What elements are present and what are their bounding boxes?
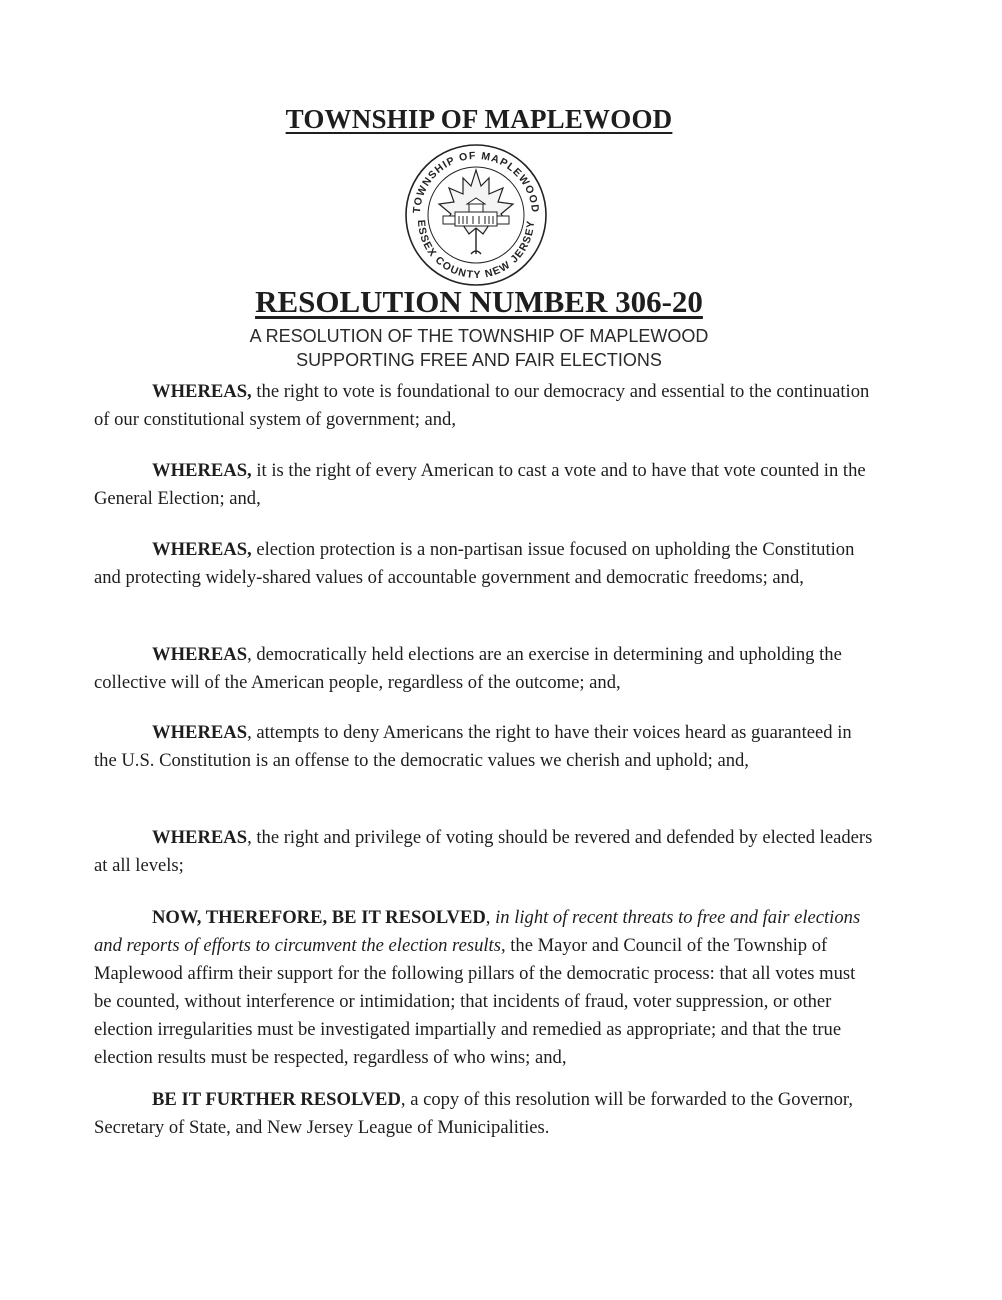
township-seal (403, 142, 549, 288)
whereas-paragraph-6 (94, 824, 876, 880)
further-resolved-paragraph (94, 1086, 876, 1142)
township-title: TOWNSHIP OF MAPLEWOOD (285, 104, 673, 134)
seal-top-text: TOWNSHIP OF MAPLEWOOD (410, 149, 542, 214)
resolved-italic-text: in light of recent threats to free and fair elections and reports of efforts to circumvent the election results (94, 907, 861, 956)
seal-graphic (403, 142, 549, 288)
whereas-paragraph-2 (94, 457, 876, 513)
resolved-paragraph (94, 904, 876, 1072)
paragraph-lead: WHEREAS (152, 644, 248, 665)
subtitle-line-2: SUPPORTING FREE AND FAIR ELECTIONS (296, 350, 662, 370)
paragraph-lead: WHEREAS, (152, 381, 252, 402)
resolved-comma: , (485, 907, 496, 928)
whereas-paragraph-5 (94, 719, 876, 775)
resolution-number: RESOLUTION NUMBER 306-20 (255, 284, 703, 319)
resolved-lead: NOW, THEREFORE, BE IT RESOLVED (152, 907, 486, 928)
paragraph-text: it is the right of every American to cast a vote and to have that vote counted in the General Election; and, (94, 460, 866, 509)
paragraph-text: , attempts to deny Americans the right to have their voices heard as guaranteed in the U.S. Constitution is an offense to the democratic values we cherish and uphold; and, (94, 722, 852, 771)
further-lead: BE IT FURTHER RESOLVED (152, 1089, 401, 1110)
whereas-paragraph-4 (94, 641, 876, 697)
paragraph-text: , democratically held elections are an exercise in determining and upholding the collective will of the American people, regardless of the outcome; and, (94, 644, 842, 693)
paragraph-lead: WHEREAS, (152, 460, 252, 481)
whereas-paragraph-1 (94, 378, 876, 434)
paragraph-lead: WHEREAS (152, 827, 248, 848)
whereas-paragraph-3 (94, 536, 876, 592)
paragraph-text: , the right and privilege of voting should be revered and defended by elected leaders at all levels; (94, 827, 873, 876)
paragraph-text: the right to vote is foundational to our democracy and essential to the continuation of our constitutional system of government; and, (94, 381, 870, 430)
paragraph-lead: WHEREAS, (152, 539, 252, 560)
further-text: , a copy of this resolution will be forwarded to the Governor, Secretary of State, and New Jersey League of Municipalities. (94, 1089, 853, 1138)
subtitle-line-1: A RESOLUTION OF THE TOWNSHIP OF MAPLEWOOD (249, 326, 709, 346)
paragraph-lead: WHEREAS (152, 722, 248, 743)
resolution-subtitle (0, 324, 958, 372)
resolved-text: , the Mayor and Council of the Township of Maplewood affirm their support for the following pillars of the democratic process: that all votes must be counted, without interference or intimidation; that incidents of fraud, voter suppression, or other election irregularities must be investigated impartially and remedied as appropriate; and that the true election results must be respected, regardless of who wins; and, (94, 935, 856, 1068)
seal-bottom-text: ESSEX COUNTY NEW JERSEY (414, 219, 538, 282)
paragraph-text: election protection is a non-partisan issue focused on upholding the Constitution and protecting widely-shared values of accountable government and democratic freedoms; and, (94, 539, 855, 588)
